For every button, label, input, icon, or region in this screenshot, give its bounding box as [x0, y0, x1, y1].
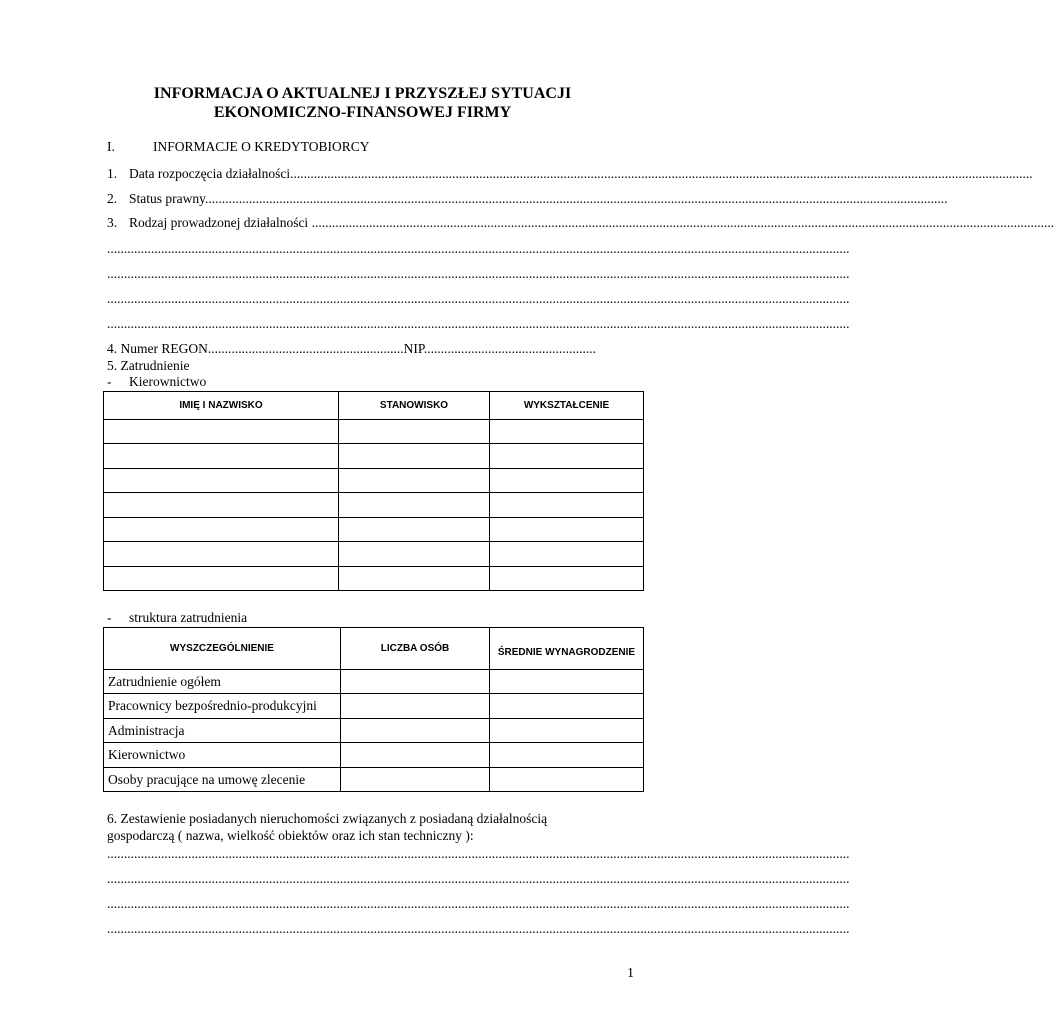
column-header: LICZBA OSÓB	[341, 628, 490, 670]
table-row	[104, 694, 644, 719]
table-row	[104, 518, 644, 542]
table-cell[interactable]	[104, 493, 339, 518]
field-start-date[interactable]: 1. Data rozpoczęcia działalności............................................................................................................................................................................................................................	[107, 166, 1033, 181]
blank-dotted-line[interactable]: ............................................................................................................................................................................................................................	[107, 241, 850, 256]
nip-label: NIP	[403, 341, 424, 356]
blank-dotted-line[interactable]: ............................................................................................................................................................................................................................	[107, 291, 850, 306]
table-cell[interactable]	[104, 567, 339, 591]
document-title-line-1: INFORMACJA O AKTUALNEJ I PRZYSZŁEJ SYTUACJI	[153, 85, 572, 102]
blank-dotted-line[interactable]: ............................................................................................................................................................................................................................	[107, 266, 850, 281]
table-cell[interactable]	[341, 719, 490, 743]
table-cell[interactable]	[490, 743, 644, 768]
table-row	[104, 444, 644, 469]
document-title-line-2: EKONOMICZNO-FINANSOWEJ FIRMY	[213, 104, 512, 121]
structure-label: struktura zatrudnienia	[129, 610, 248, 625]
list-dash: -	[107, 374, 112, 389]
field-number: 1.	[107, 166, 118, 181]
property-question-line-1: 6. Zestawienie posiadanych nieruchomości związanych z posiadaną działalnością	[107, 811, 548, 826]
table-header-row	[104, 628, 644, 670]
table-cell[interactable]	[341, 670, 490, 694]
table-header-row	[104, 392, 644, 420]
table-cell[interactable]	[490, 444, 644, 469]
table-cell[interactable]	[339, 567, 490, 591]
table-cell[interactable]	[339, 493, 490, 518]
field-number: 3.	[107, 215, 118, 230]
table-row	[104, 670, 644, 694]
section-heading-text: INFORMACJE O KREDYTOBIORCY	[153, 139, 370, 154]
row-label: Osoby pracujące na umowę zlecenie	[104, 768, 341, 792]
table-cell[interactable]	[490, 469, 644, 493]
table-cell[interactable]	[490, 719, 644, 743]
table-cell[interactable]	[104, 444, 339, 469]
row-label: Administracja	[104, 719, 341, 743]
table-cell[interactable]	[104, 469, 339, 493]
table-cell[interactable]	[490, 694, 644, 719]
management-label: Kierownictwo	[129, 374, 207, 389]
blank-dotted-line[interactable]: ............................................................................................................................................................................................................................	[107, 871, 850, 886]
table-row	[104, 420, 644, 444]
blank-dotted-line[interactable]: ............................................................................................................................................................................................................................	[107, 846, 850, 861]
table-cell[interactable]	[341, 743, 490, 768]
table-cell[interactable]	[104, 518, 339, 542]
structure-table	[103, 627, 644, 792]
field-regon-nip[interactable]: 4. Numer REGON..........................................................NIP...................................................	[107, 341, 597, 356]
table-cell[interactable]	[104, 420, 339, 444]
column-header: WYKSZTAŁCENIE	[490, 392, 644, 420]
page-number: 1	[627, 966, 634, 981]
regon-label: 4. Numer REGON	[107, 341, 208, 356]
table-row	[104, 567, 644, 591]
field-number: 2.	[107, 191, 118, 206]
structure-subheading	[107, 610, 247, 626]
field-label: Data rozpoczęcia działalności	[129, 166, 291, 181]
table-cell[interactable]	[339, 444, 490, 469]
table-cell[interactable]	[490, 493, 644, 518]
section-roman-numeral: I.	[107, 139, 115, 154]
list-dash: -	[107, 610, 112, 625]
table-cell[interactable]	[490, 670, 644, 694]
employment-label: 5. Zatrudnienie	[107, 358, 190, 373]
management-subheading	[107, 374, 206, 390]
table-cell[interactable]	[341, 694, 490, 719]
field-label: Rodzaj prowadzonej działalności	[129, 215, 312, 230]
table-cell[interactable]	[490, 542, 644, 567]
field-label: Status prawny	[129, 191, 205, 206]
column-header: WYSZCZEGÓLNIENIE	[104, 628, 341, 670]
blank-dotted-line[interactable]: ............................................................................................................................................................................................................................	[107, 896, 850, 911]
property-question-line-2: gospodarczą ( nazwa, wielkość obiektów oraz ich stan techniczny ):	[107, 828, 474, 843]
blank-dotted-line[interactable]: ............................................................................................................................................................................................................................	[107, 921, 850, 936]
table-cell[interactable]	[490, 567, 644, 591]
table-cell[interactable]	[490, 420, 644, 444]
table-row	[104, 542, 644, 567]
section-heading	[107, 139, 370, 155]
management-table	[103, 391, 644, 591]
table-row	[104, 743, 644, 768]
column-header: ŚREDNIE WYNAGRODZENIE	[490, 628, 644, 670]
blank-dotted-line[interactable]: ............................................................................................................................................................................................................................	[107, 316, 850, 331]
table-row	[104, 768, 644, 792]
table-cell[interactable]	[490, 518, 644, 542]
field-business-type[interactable]: 3. Rodzaj prowadzonej działalności ............................................................................................................................................................................................................................	[107, 215, 1054, 230]
row-label: Zatrudnienie ogółem	[104, 670, 341, 694]
row-label: Kierownictwo	[104, 743, 341, 768]
row-label: Pracownicy bezpośrednio-produkcyjni	[104, 694, 341, 719]
table-cell[interactable]	[339, 542, 490, 567]
column-header: STANOWISKO	[339, 392, 490, 420]
table-row	[104, 469, 644, 493]
table-cell[interactable]	[104, 542, 339, 567]
table-cell[interactable]	[339, 420, 490, 444]
table-row	[104, 493, 644, 518]
field-legal-status[interactable]: 2. Status prawny............................................................................................................................................................................................................................	[107, 191, 948, 206]
table-cell[interactable]	[339, 518, 490, 542]
column-header: IMIĘ I NAZWISKO	[104, 392, 339, 420]
table-cell[interactable]	[339, 469, 490, 493]
table-cell[interactable]	[490, 768, 644, 792]
table-cell[interactable]	[341, 768, 490, 792]
table-row	[104, 719, 644, 743]
